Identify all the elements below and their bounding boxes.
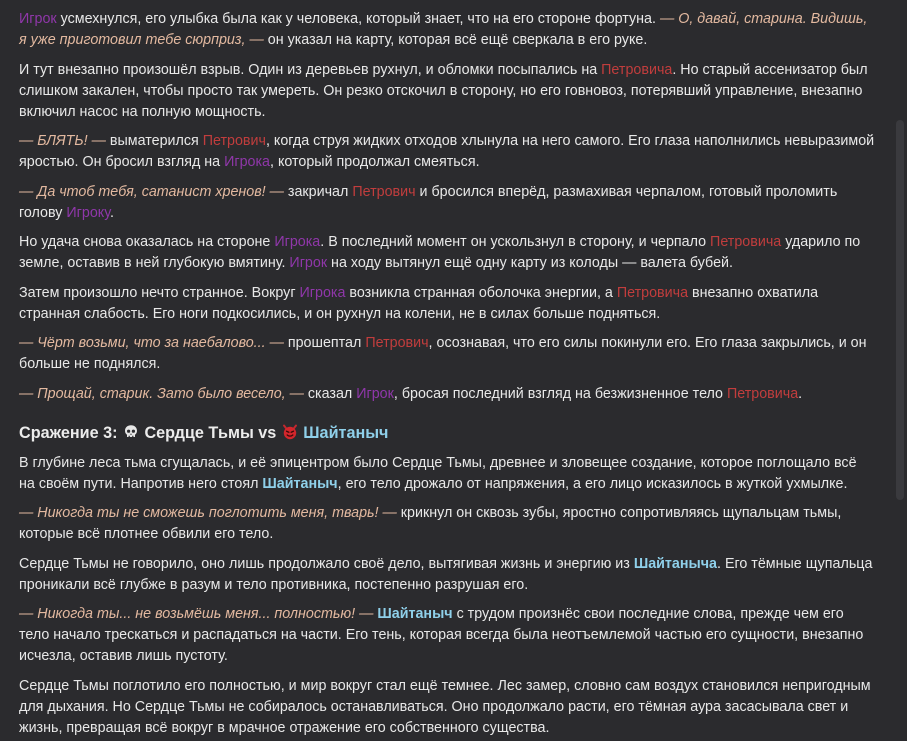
paragraph-10 <box>19 503 875 545</box>
narration: внезапно охватила странная слабость. Его ноги подкосились, и он рухнул на колени, не в силах больше подняться. <box>19 284 819 322</box>
character-petrovich: Петрович <box>202 133 266 149</box>
narration: В глубине леса тьма сгущалась, и её эпицентром было Сердце Тьмы, древнее и зловещее создание, которое поглощало всё на своём пути. Напротив него стоял <box>19 454 857 492</box>
narration: Сердце Тьмы не говорило, оно лишь продолжало своё дело, вытягивая жизнь и энергию из <box>19 555 634 572</box>
character-igrok: Игрок <box>356 385 394 402</box>
dialogue: — Никогда ты... не возьмёшь меня... полностью! — <box>19 606 374 622</box>
character-shaitanych: Шайтаныч <box>262 475 338 492</box>
heading-prefix: Сражение 3: <box>19 423 122 442</box>
character-shaitanych: Шайтаныча <box>633 555 717 572</box>
character-petrovich: Петровича <box>710 234 782 250</box>
vertical-scrollbar[interactable] <box>893 0 907 741</box>
narration: прошептал <box>283 335 366 351</box>
narration: . <box>798 385 803 402</box>
narration: , его тело дрожало от напряжения, а его лицо исказилось в жуткой ухмылке. <box>337 475 848 492</box>
character-igrok: Игрок <box>289 255 328 271</box>
character-igrok: Игрока <box>224 154 271 170</box>
paragraph-12 <box>19 604 875 667</box>
narration: он указал на карту, которая всё ещё сверкала в его руке. <box>263 32 648 48</box>
narration: с трудом произнёс свои последние слова, прежде чем его тело начало трескаться и распадаться на части. Его тень, которая всегда была неотъемлемой частью его сущности, внезапно исчезла, оставив лишь пустоту. <box>19 606 864 664</box>
narration: усмехнулся, его улыбка была как у человека, который знает, что на его стороне фортуна. <box>56 11 660 27</box>
paragraph-5 <box>19 232 875 274</box>
narration: на ходу вытянул ещё одну карту из колоды — валета бубей. <box>327 255 733 271</box>
dialogue: — Никогда ты не сможешь поглотить меня, тварь! — <box>19 505 397 521</box>
skull-icon <box>123 424 139 440</box>
narration: , когда струя жидких отходов хлынула на него самого. Его глаза наполнились невыразимой яростью. Он бросил взгляд на <box>19 133 875 170</box>
dialogue: — БЛЯТЬ! — <box>19 133 106 149</box>
character-igrok: Игрока <box>299 284 346 301</box>
devil-icon <box>282 424 298 440</box>
character-petrovich: Петровича <box>726 385 799 402</box>
paragraph-7 <box>19 333 875 375</box>
paragraph-13 <box>19 676 875 739</box>
narration: Сердце Тьмы поглотило его полностью, и мир вокруг стал ещё темнее. Лес замер, словно сам воздух становился непригодным для дыхания. Но Сердце Тьмы не собиралось останавливаться. Оно продолжало расти, его тёмная аура засасывала свет и жизнь, превращая всё вокруг в мрачное отражение его собственного существа. <box>19 677 871 736</box>
narration: . <box>109 204 114 221</box>
paragraph-11 <box>19 554 875 596</box>
fighter-left: Сердце Тьмы vs <box>139 423 281 442</box>
narration: выматерился <box>105 133 203 149</box>
paragraph-1 <box>19 9 875 51</box>
dialogue: — Чёрт возьми, что за наебалово... — <box>19 335 284 351</box>
battle-heading <box>19 422 875 444</box>
narration: Но удача снова оказалась на стороне <box>19 234 275 250</box>
paragraph-9 <box>19 453 875 495</box>
narration: и бросился вперёд, размахивая черпалом, готовый проломить голову <box>19 183 838 221</box>
narration: закричал <box>283 183 353 200</box>
paragraph-6 <box>19 283 875 325</box>
dialogue: — Прощай, старик. Зато было весело, — <box>19 385 304 402</box>
dialogue: — О, давай, старина. Видишь, я уже приготовил тебе сюрприз, — <box>19 11 868 48</box>
narration: . В последний момент он ускользнул в сторону, и черпало <box>320 234 711 250</box>
character-igrok: Игроку <box>66 204 110 221</box>
paragraph-3 <box>19 131 875 173</box>
dialogue: — Да чтоб тебя, сатанист хренов! — <box>19 183 284 200</box>
narration: ударило по земле, оставив в ней глубокую вмятину. <box>19 234 861 271</box>
narration: , осознавая, что его силы покинули его. Его глаза закрылись, и он больше не поднялся. <box>19 335 867 372</box>
narration: . Но старый ассенизатор был слишком закален, чтобы просто так умереть. Он резко отскочил в сторону, но его говновоз, потерявший управление, внезапно включил насос на полную мощность. <box>19 61 868 120</box>
character-petrovich: Петрович <box>365 335 429 351</box>
character-igrok: Игрок <box>19 11 57 27</box>
character-petrovich: Петрович <box>352 183 416 200</box>
narration: Затем произошло нечто странное. Вокруг <box>19 284 300 301</box>
narration: , который продолжал смеяться. <box>270 154 480 170</box>
character-petrovich: Петровича <box>601 61 673 78</box>
story-message <box>19 9 875 739</box>
paragraph-2 <box>19 60 875 123</box>
paragraph-4 <box>19 182 875 224</box>
character-igrok: Игрока <box>274 234 321 250</box>
narration: . Его тёмные щупальца проникали всё глубже в разум и тело противника, постепенно разрушая его. <box>19 555 873 593</box>
narration: возникла странная оболочка энергии, а <box>345 284 617 301</box>
character-petrovich: Петровича <box>616 284 689 301</box>
narration: И тут внезапно произошёл взрыв. Один из деревьев рухнул, и обломки посыпались на <box>19 61 602 78</box>
fighter-right: Шайтаныч <box>298 423 389 442</box>
narration: , бросая последний взгляд на безжизненное тело <box>393 385 727 402</box>
scrollbar-thumb[interactable] <box>896 120 904 500</box>
narration: крикнул он сквозь зубы, яростно сопротивляясь щупальцам тьмы, которые всё плотнее обвили его тело. <box>19 505 842 542</box>
narration: сказал <box>303 385 357 402</box>
paragraph-8 <box>19 384 875 405</box>
character-shaitanych: Шайтаныч <box>377 606 453 622</box>
